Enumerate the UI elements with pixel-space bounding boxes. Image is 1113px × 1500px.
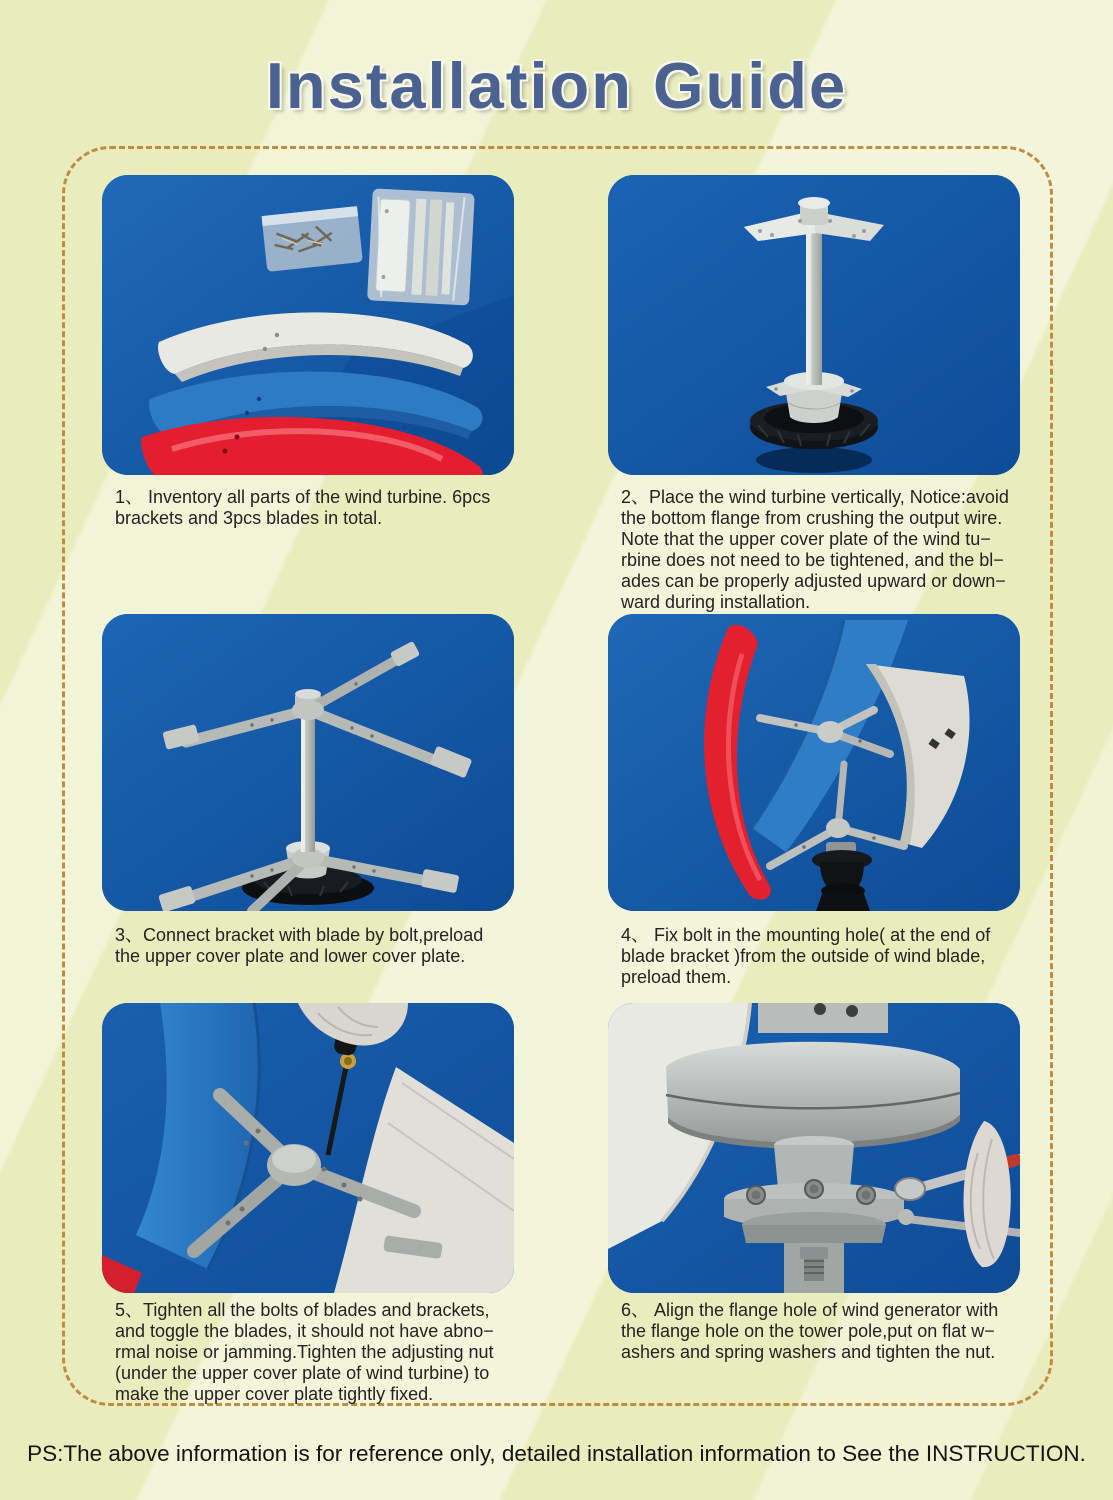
step-3-caption <box>115 925 514 967</box>
caption-line: 5、Tighten all the bolts of blades and brackets, <box>115 1300 490 1320</box>
page-title: Installation Guide <box>265 49 848 122</box>
caption-line: the upper cover plate and lower cover plate. <box>115 946 466 966</box>
step-3-illustration <box>102 614 514 911</box>
bag-of-screws <box>262 206 363 272</box>
caption-line: make the upper cover plate tightly fixed. <box>115 1384 434 1404</box>
caption-line: 6、 Align the flange hole of wind generator with <box>621 1300 999 1320</box>
caption-line: blade bracket )from the outside of wind blade, <box>621 946 986 966</box>
caption-line: ward during installation. <box>621 592 811 612</box>
caption-line: ades can be properly adjusted upward or down− <box>621 571 1006 591</box>
step-6-photo <box>608 1003 1020 1293</box>
step-1 <box>102 175 514 614</box>
steps-panel <box>62 146 1053 1406</box>
step-1-photo <box>102 175 514 475</box>
step-3-photo <box>102 614 514 911</box>
step-5-photo <box>102 1003 514 1293</box>
step-1-caption <box>115 487 514 529</box>
step-6-illustration <box>608 1003 1020 1293</box>
caption-line: the flange hole on the tower pole,put on flat w− <box>621 1321 995 1341</box>
step-4 <box>608 614 1020 1003</box>
caption-line: and toggle the blades, it should not have abno− <box>115 1321 494 1341</box>
caption-line: rmal noise or jamming.Tighten the adjusting nut <box>115 1342 494 1362</box>
caption-line: 1、 Inventory all parts of the wind turbine. 6pcs <box>115 487 491 507</box>
base-shadow <box>756 447 872 473</box>
caption-line: preload them. <box>621 967 732 987</box>
caption-line: 3、Connect bracket with blade by bolt,preload <box>115 925 484 945</box>
caption-line: (under the upper cover plate of wind turbine) to <box>115 1363 490 1383</box>
step-2-caption <box>621 487 1020 613</box>
step-6-caption <box>621 1300 1020 1363</box>
caption-line: rbine does not need to be tightened, and the bl− <box>621 550 1004 570</box>
step-2-illustration <box>608 175 1020 475</box>
step-4-illustration <box>608 614 1020 911</box>
tower-pole <box>784 1243 844 1293</box>
step-2-photo <box>608 175 1020 475</box>
step-5-caption <box>115 1300 514 1405</box>
step-2 <box>608 175 1020 614</box>
center-pole <box>806 233 822 385</box>
step-6 <box>608 1003 1020 1405</box>
caption-line: the bottom flange from crushing the output wire. <box>621 508 1003 528</box>
caption-line: brackets and 3pcs blades in total. <box>115 508 383 528</box>
bag-of-brackets <box>367 188 475 305</box>
caption-line: ashers and spring washers and tighten the nut. <box>621 1342 996 1362</box>
step-3 <box>102 614 514 1003</box>
footnote: PS:The above information is for reference only, detailed installation information to See the INSTRUCTION. <box>27 1441 1086 1466</box>
step-1-illustration <box>102 175 514 475</box>
caption-line: Note that the upper cover plate of the wind tu− <box>621 529 991 549</box>
step-4-caption <box>621 925 1020 988</box>
step-5 <box>102 1003 514 1405</box>
caption-line: 2、Place the wind turbine vertically, Notice:avoid <box>621 487 1009 507</box>
caption-line: 4、 Fix bolt in the mounting hole( at the end of <box>621 925 991 945</box>
step-5-illustration <box>102 1003 514 1293</box>
step-4-photo <box>608 614 1020 911</box>
